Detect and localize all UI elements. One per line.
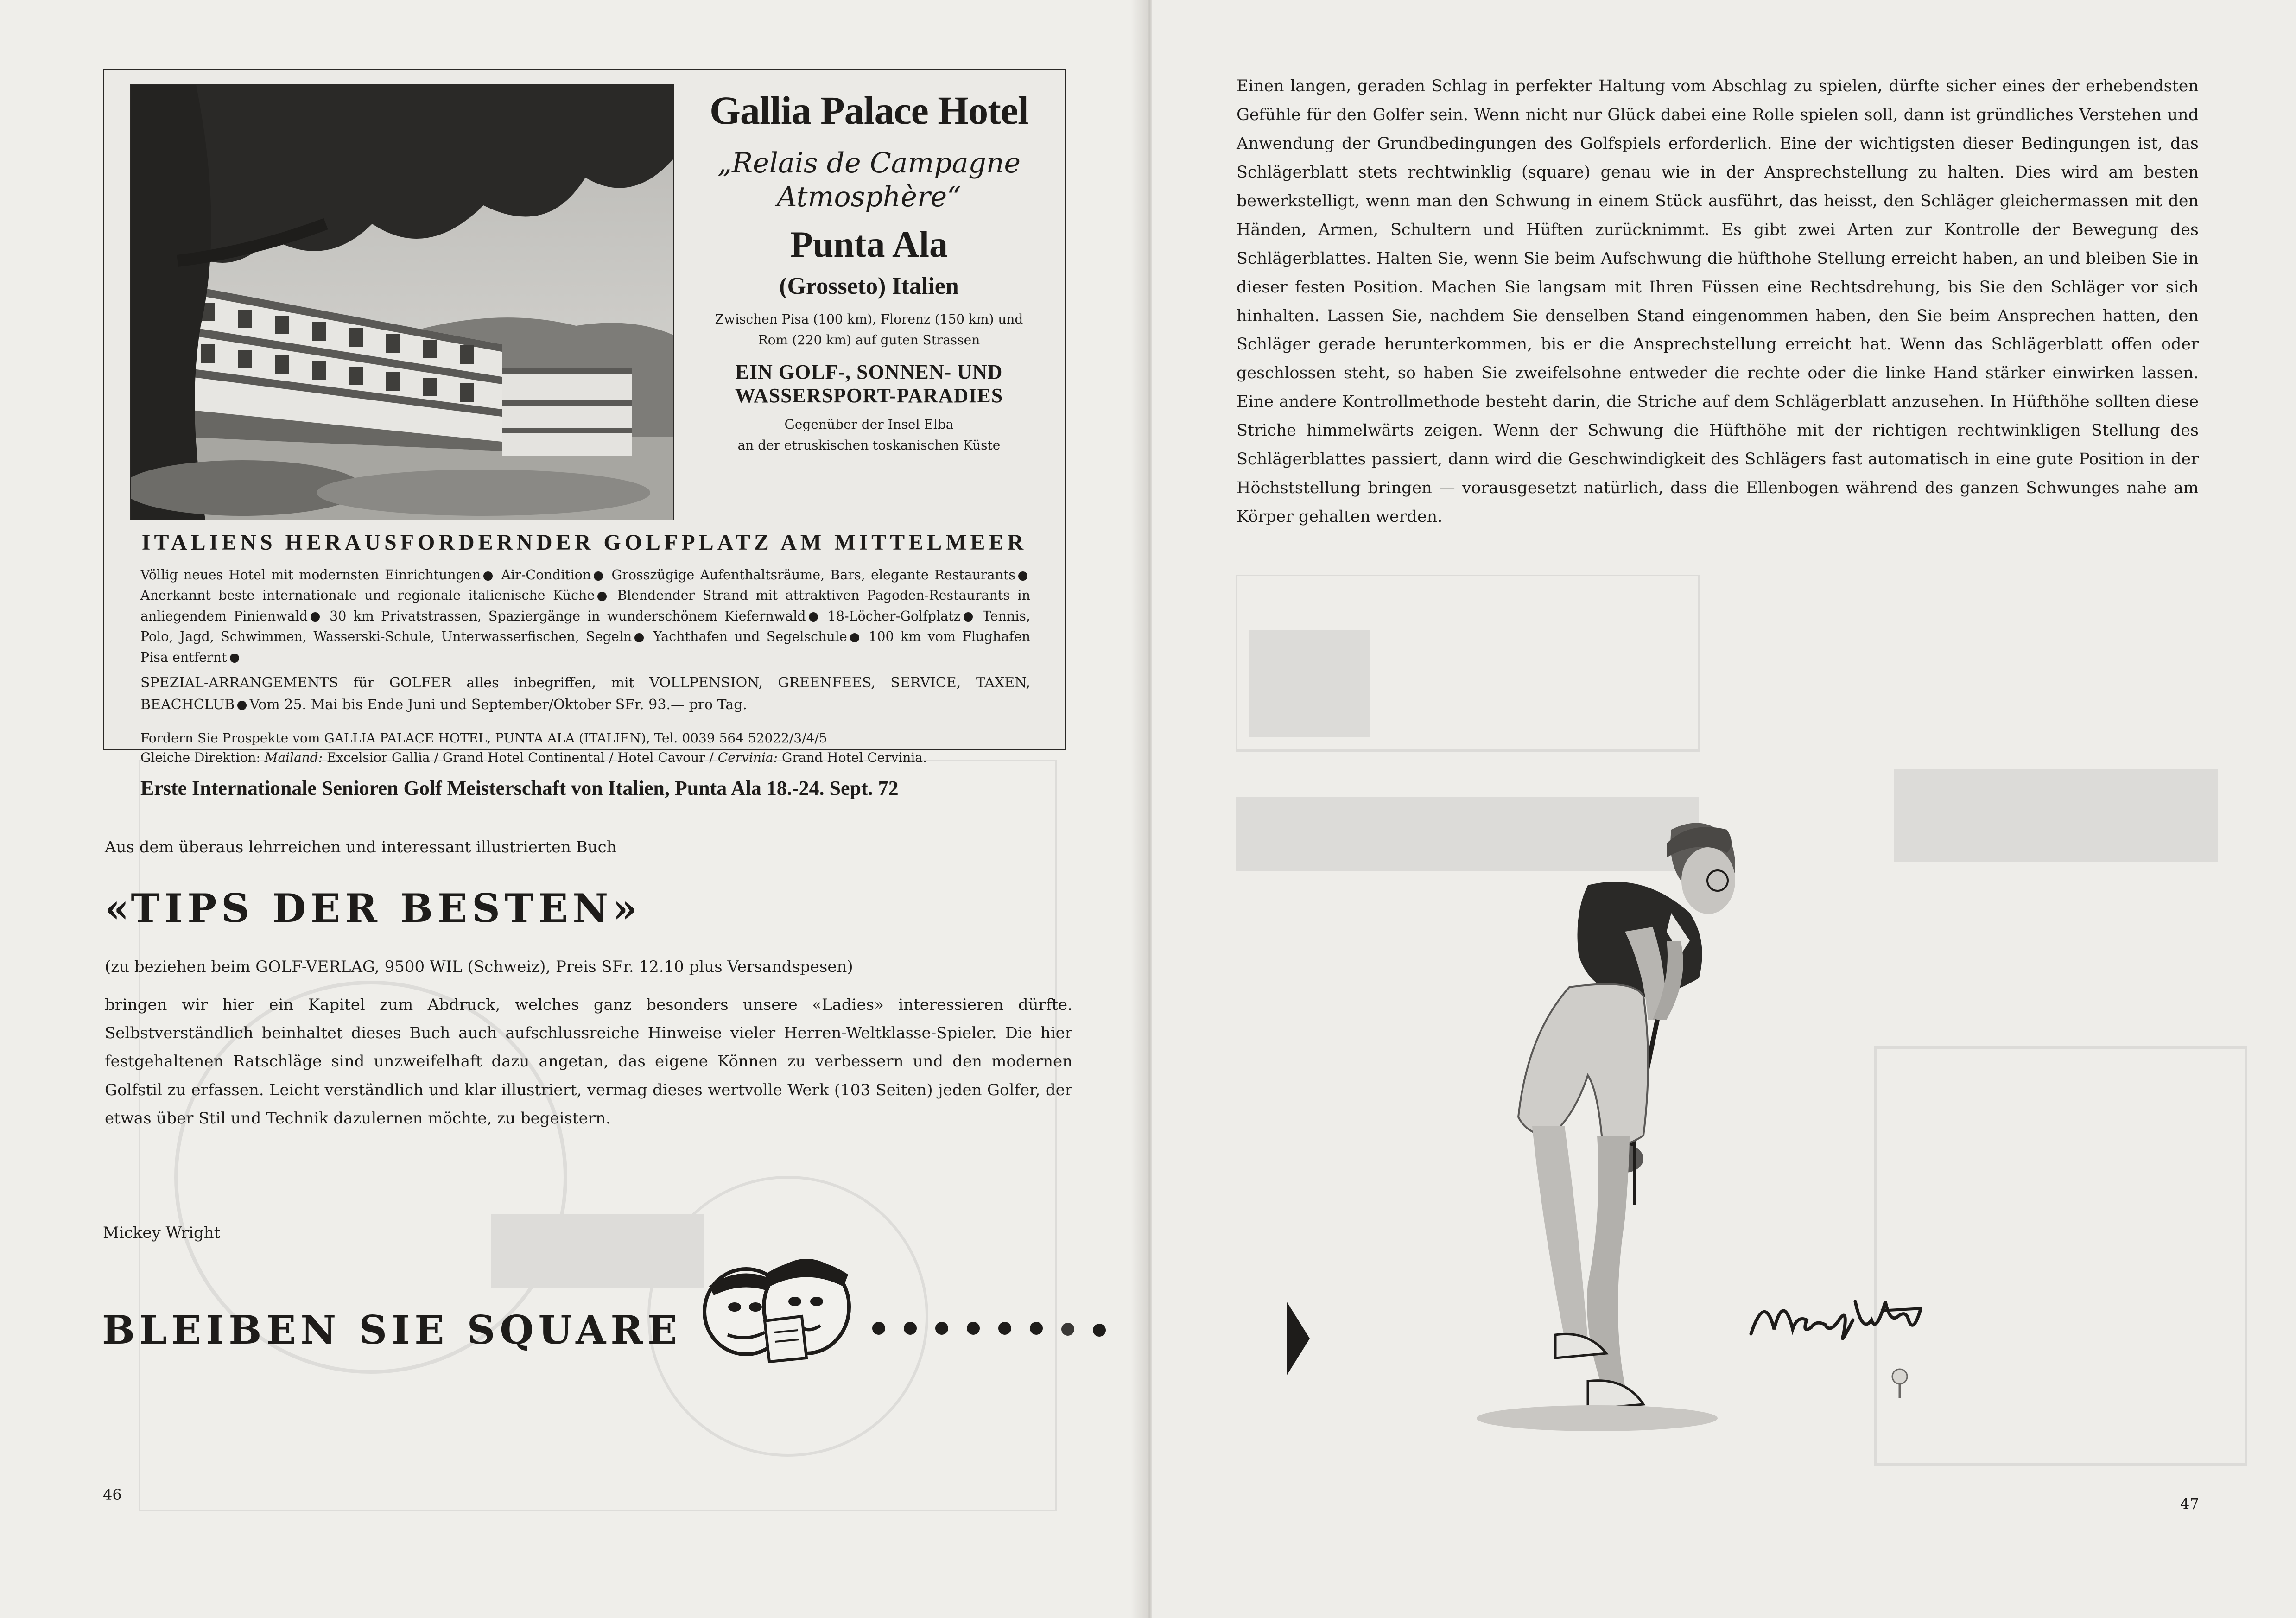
article-intro-body: bringen wir hier ein Kapitel zum Abdruck, welches ganz besonders unsere «Ladies» interessieren dürfte. Selbstverständlich beinhaltet dieses Buch auch aufschlussreiche Hinweise vieler Herren-Weltklasse-Spieler. Die hier festgehaltenen Ratschläge sind unzweifelhaft dazu angetan, das eigene Können zu verbessern und den modernen Golfstil zu erfassen. Leicht verständlich und klar illustriert, vermag dieses wertvolle Werk (103 Seiten) jeden Golfer, der etwas über Stil und Technik dazulernen möchte, zu begeistern. [105, 996, 1072, 1128]
bullet-icon [483, 571, 493, 581]
opposite-line-1: Gegenüber der Insel Elba [784, 417, 954, 432]
bullet-icon [237, 701, 247, 710]
bullet-icon [850, 633, 859, 642]
article-intro: Aus dem überaus lehrreichen und interessant illustrierten Buch [105, 838, 617, 857]
feature: Anerkannt beste internationale und regionale italienische Küche [140, 588, 595, 603]
feature: Blendender Strand mit attraktiven Pagoden-Restaurants in anliegendem Pinienwald [140, 588, 1031, 624]
features-list [140, 565, 1030, 668]
feature: 100 km vom Flughafen Pisa entfernt [140, 629, 1030, 665]
show-through-pattern [139, 760, 1057, 1511]
hotel-photo [130, 84, 674, 520]
bullet-icon [1018, 571, 1027, 581]
place-name: Punta Ala [790, 224, 948, 265]
championship-notice: Erste Internationale Senioren Golf Meisterschaft von Italien, Punta Ala 18.-24. Sept. 72 [140, 777, 899, 799]
book-title: «TIPS DER BESTEN» [105, 885, 642, 931]
management-label: Gleiche Direktion: [140, 750, 260, 765]
distance-line-1: Zwischen Pisa (100 km), Florenz (150 km) und [715, 311, 1023, 327]
golfer-illustration [1449, 802, 1773, 1460]
distance-line-2: Rom (220 km) auf guten Strassen [758, 332, 980, 348]
hotel-name: Gallia Palace Hotel [710, 88, 1028, 133]
cartoon-golfers-icon [695, 1242, 853, 1363]
management-city-2: Cervinia: [717, 750, 778, 765]
hotel-advertisement [103, 69, 1066, 799]
contact-info: Fordern Sie Prospekte vom GALLIA PALACE HOTEL, PUNTA ALA (ITALIEN), Tel. 0039 564 52022/3/4/5 [140, 730, 827, 746]
paradise-line-2: WASSERSPORT-PARADIES [735, 384, 1003, 407]
feature: Völlig neues Hotel mit modernsten Einrichtungen [140, 567, 481, 583]
bullet-icon [311, 612, 320, 622]
bullet-icon [634, 633, 644, 642]
article-body: Einen langen, geraden Schlag in perfekter Haltung vom Abschlag zu spielen, dürfte sicher eines der erhebendsten Gefühle für den Golfer sein. Wenn nicht nur Glück dabei eine Rolle spielen soll, dann ist gründliches Verstehen und Anwendung der Grundbedingungen des Golfspiels erforderlich. Eine der wichtigsten dieser Bedingungen ist, das Schlägerblatt stets rechtwinklig (square) genau wie in der Ansprechstellung zu halten. Dies wird am besten bewerkstelligt, wenn man den Schwung in einem Stück ausführt, das heisst, den Schläger gleichermassen mit den Händen, Armen, Schultern und Hüften zurücknimmt. Es gibt zwei Arten zur Kontrolle der Bewegung des Schlägerblattes. Halten Sie, wenn Sie beim Aufschwung die hüfthohe Stellung erreicht haben, an und bleiben Sie in dieser festen Position. Machen Sie langsam mit Ihren Füssen eine Rechtsdrehung, bis Sie den Schläger vor sich hinhalten. Lassen Sie, nachdem Sie denselben Stand eingenommen haben, den Sie beim Ansprechen hatten, den Schläger gerade herunterkommen, bis er die Ansprechstellung erreicht hat. Wenn das Schlägerblatt offen oder geschlossen steht, so haben Sie zweifelsohne entweder die rechte oder die linke Hand stärker einwirken lassen. Eine andere Kontrollmethode besteht darin, die Striche auf dem Schlägerblatt anzusehen. In Hüfthöhe sollten diese Striche himmelwärts zeigen. Wenn der Schwung die Hüfthöhe mit der richtigen rechtwinkligen Stellung des Schlägerblattes passiert, dann wird die Geschwindigkeit des Schlägers fast automatisch in eine gute Position in der Höchststellung bringen — vorausgesetzt natürlich, dass die Ellenbogen während des ganzen Schwunges nahe am Körper gehalten werden. [1237, 77, 2199, 527]
special-dates: Vom 25. Mai bis Ende Juni und September/Oktober SFr. 93.— pro Tag. [249, 696, 747, 713]
left-page [0, 0, 1145, 1618]
feature: Grosszügige Aufenthaltsräume, Bars, elegante Restaurants [611, 567, 1016, 583]
special-arrangements [140, 673, 1030, 716]
ad-header [684, 84, 1054, 456]
book-source: (zu beziehen beim GOLF-VERLAG, 9500 WIL (Schweiz), Preis SFr. 12.10 plus Versandspesen) [105, 958, 853, 976]
paradise-line-1: EIN GOLF-, SONNEN- UND [735, 360, 1003, 383]
golf-course-banner: ITALIENS HERAUSFORDERNDER GOLFPLATZ AM MITTELMEER [141, 530, 1027, 555]
opposite-line-2: an der etruskischen toskanischen Küste [737, 438, 1001, 453]
page-number-left: 46 [103, 1486, 122, 1504]
bullet-icon [964, 612, 973, 622]
slogan-line-2: Atmosphère“ [777, 180, 961, 213]
special-main: SPEZIAL-ARRANGEMENTS für GOLFER alles inbegriffen, mit VOLLPENSION, GREENFEES, SERVICE, TAXEN, BEACHCLUB [140, 675, 1030, 713]
article-title: BLEIBEN SIE SQUARE [102, 1307, 682, 1353]
management-hotels-1: Excelsior Gallia / Grand Hotel Continental / Hotel Cavour / [327, 750, 714, 765]
author-name: Mickey Wright [103, 1224, 221, 1242]
golf-ball-on-tee-icon [1888, 1367, 1911, 1400]
bullet-icon [230, 654, 239, 663]
management-info [140, 748, 1030, 768]
slogan-line-1: „Relais de Campagne [717, 146, 1021, 179]
page-number-right: 47 [2180, 1495, 2199, 1513]
bullet-icon [597, 592, 607, 601]
arrow-right-icon [1287, 1301, 1314, 1376]
bullet-icon [594, 571, 603, 581]
management-city-1: Mailand: [264, 750, 323, 765]
signature-mickey-wright [1746, 1283, 1922, 1352]
dotted-line-decoration [871, 1314, 1112, 1342]
feature: 18-Löcher-Golfplatz [827, 608, 961, 624]
bullet-icon [809, 612, 818, 622]
region: (Grosseto) Italien [779, 273, 959, 299]
feature: Tennis, Polo, Jagd, Schwimmen, Wasserski-Schule, Unterwasserfischen, Segeln [140, 608, 1030, 645]
hotel-photo-image [131, 85, 673, 520]
management-hotels-2: Grand Hotel Cervinia. [781, 750, 927, 765]
feature: Yachthafen und Segelschule [653, 629, 847, 645]
feature: 30 km Privatstrassen, Spaziergänge in wunderschönem Kiefernwald [330, 608, 806, 624]
feature: Air-Condition [501, 567, 591, 583]
right-page [1152, 0, 2296, 1618]
